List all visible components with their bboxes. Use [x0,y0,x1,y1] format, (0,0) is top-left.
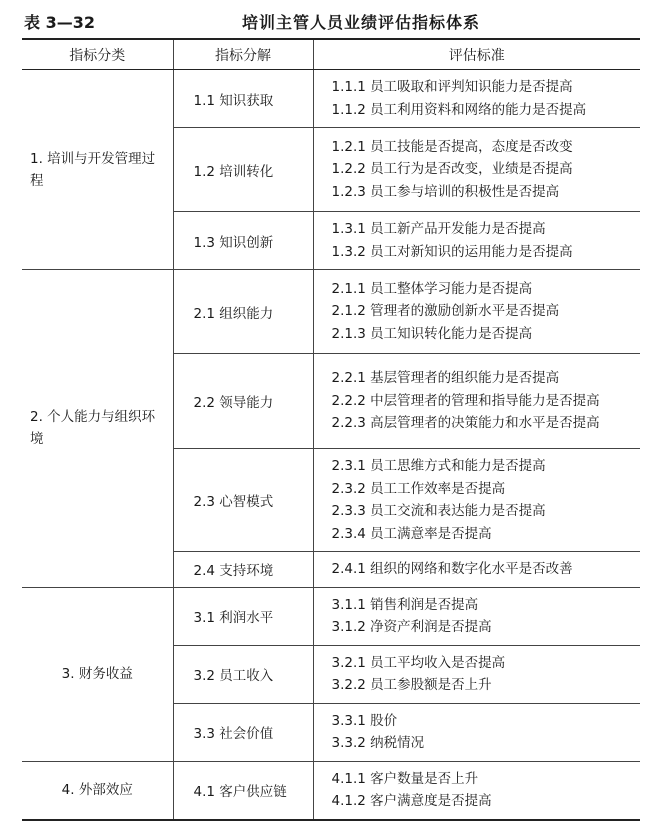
table-row [22,70,640,128]
table-number: 表 3—32 [24,13,95,32]
criterion-item: 2.4.1 组织的网络和数字化水平是否改善 [331,561,573,577]
sub-indicator-cell: 2.2 领导能力 [173,354,313,449]
criterion-item: 2.2.3 高层管理者的决策能力和水平是否提高 [331,415,600,432]
criterion-item: 3.1.2 净资产利润是否提高 [331,619,492,635]
category-cell: 2. 个人能力与组织环境 [22,270,173,588]
criterion-item: 4.1.2 客户满意度是否提高 [331,793,492,809]
criterion-item: 1.3.2 员工对新知识的运用能力是否提高 [331,243,573,260]
category-cell: 4. 外部效应 [22,761,173,820]
criterion-item: 3.1.1 销售利润是否提高 [331,596,479,613]
table-row [22,587,640,645]
criterion-item: 2.1.1 员工整体学习能力是否提高 [331,280,533,297]
criterion-item: 3.2.1 员工平均收入是否提高 [331,654,506,671]
criterion-item: 2.3.4 员工满意率是否提高 [331,525,492,542]
criteria-cell [313,270,640,354]
sub-indicator-cell: 4.1 客户供应链 [173,761,313,820]
table-row [22,270,640,354]
category-cell: 3. 财务收益 [22,587,173,761]
sub-indicator-cell: 1.3 知识创新 [173,212,313,270]
indicator-table [22,38,640,821]
column-header: 评估标准 [313,39,640,70]
sub-indicator-cell: 3.1 利润水平 [173,587,313,645]
table-body [22,70,640,820]
criterion-item: 2.2.1 基层管理者的组织能力是否提高 [331,370,560,387]
criterion-item: 2.3.3 员工交流和表达能力是否提高 [331,503,546,519]
criterion-item: 2.3.2 员工工作效率是否提高 [331,480,506,497]
criteria-cell [313,645,640,703]
criterion-item: 1.1.1 员工吸取和评判知识能力是否提高 [331,79,573,95]
sub-indicator-cell: 3.3 社会价值 [173,703,313,761]
criterion-item: 1.2.1 员工技能是否提高，态度是否改变 [331,138,573,155]
criteria-cell [313,354,640,449]
criteria-cell [313,552,640,588]
criterion-item: 2.2.2 中层管理者的管理和指导能力是否提高 [331,392,600,409]
criterion-item: 2.3.1 员工思维方式和能力是否提高 [331,458,546,474]
criterion-item: 2.1.2 管理者的激励创新水平是否提高 [331,303,560,320]
table-title: 培训主管人员业绩评估指标体系 [242,13,481,32]
criterion-item: 2.1.3 员工知识转化能力是否提高 [331,325,533,342]
criterion-item: 3.3.1 股价 [331,712,398,729]
criteria-cell [313,587,640,645]
criterion-item: 1.3.1 员工新产品开发能力是否提高 [331,221,546,237]
sub-indicator-cell: 1.2 培训转化 [173,128,313,212]
criterion-item: 3.2.2 员工参股额是否上升 [331,677,492,693]
category-cell: 1. 培训与开发管理过程 [22,70,173,270]
criterion-item: 3.3.2 纳税情况 [331,735,425,751]
criteria-cell [313,449,640,552]
sub-indicator-cell: 2.4 支持环境 [173,552,313,588]
sub-indicator-cell: 1.1 知识获取 [173,70,313,128]
criterion-item: 4.1.1 客户数量是否上升 [331,770,479,787]
criteria-cell [313,70,640,128]
criteria-cell [313,128,640,212]
criterion-item: 1.2.2 员工行为是否改变，业绩是否提高 [331,161,573,178]
column-header: 指标分类 [22,39,173,70]
criteria-cell [313,703,640,761]
sub-indicator-cell: 3.2 员工收入 [173,645,313,703]
criterion-item: 1.1.2 员工利用资料和网络的能力是否提高 [331,101,587,118]
criterion-item: 1.2.3 员工参与培训的积极性是否提高 [331,183,560,200]
column-header: 指标分解 [173,39,313,70]
table-caption [24,4,643,34]
criteria-cell [313,212,640,270]
sub-indicator-cell: 2.1 组织能力 [173,270,313,354]
sub-indicator-cell: 2.3 心智模式 [173,449,313,552]
header-row [22,39,640,70]
